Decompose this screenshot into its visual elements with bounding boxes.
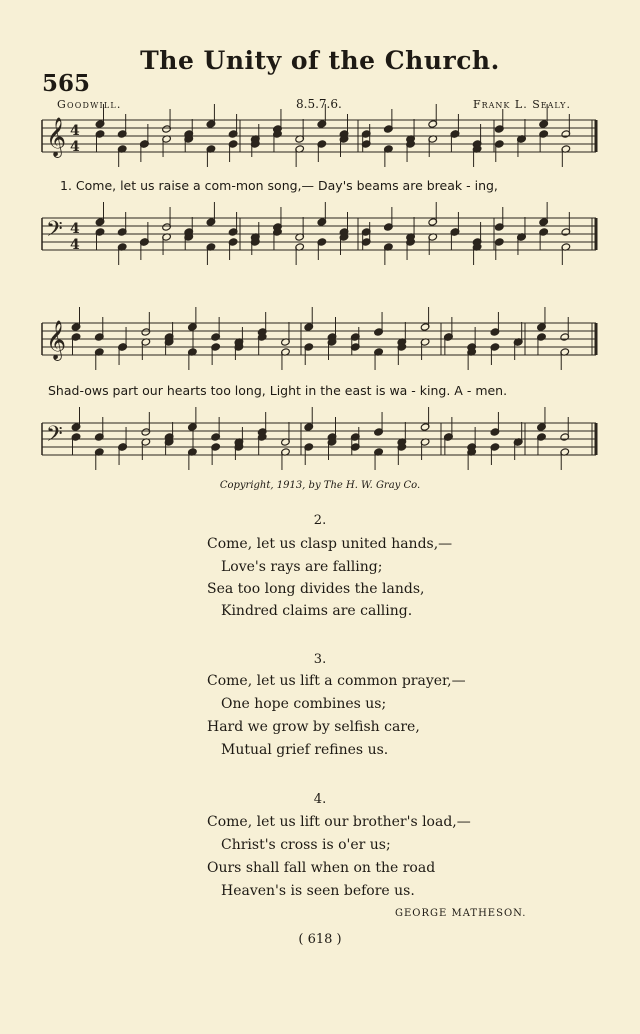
verse-line: Come, let us lift a common prayer,— xyxy=(207,673,466,689)
svg-text:𝄢: 𝄢 xyxy=(46,422,63,452)
verse-line: Come, let us lift our brother's load,— xyxy=(207,814,471,830)
svg-text:4: 4 xyxy=(70,221,80,237)
page-number: ( 618 ) xyxy=(298,932,342,947)
svg-text:4: 4 xyxy=(70,237,80,253)
verse-line: Love's rays are falling; xyxy=(221,559,383,575)
verse-line: Christ's cross is o'er us; xyxy=(221,837,391,853)
svg-text:4: 4 xyxy=(70,123,80,139)
staff-system-4 xyxy=(42,422,596,455)
tune-name: Goodwill. xyxy=(57,98,122,111)
verse-line: Mutual grief refines us. xyxy=(221,742,389,758)
svg-text:𝄢: 𝄢 xyxy=(46,217,63,247)
lyric-line-2: Shad-ows part our hearts too long, Light in the east is wa - king. A - men. xyxy=(48,383,508,398)
copyright-notice: Copyright, 1913, by The H. W. Gray Co. xyxy=(219,480,421,491)
verse-number: 3. xyxy=(313,652,327,667)
verse-line: Sea too long divides the lands, xyxy=(207,581,425,597)
hymn-title: The Unity of the Church. xyxy=(140,46,500,75)
meter: 8.5.7.6. xyxy=(296,97,342,111)
verse-line: Kindred claims are calling. xyxy=(221,603,413,619)
verse-number: 4. xyxy=(313,792,327,807)
svg-text:4: 4 xyxy=(70,139,80,155)
verse-line: Hard we grow by selfish care, xyxy=(207,719,420,735)
composer-name: Frank L. Sealy. xyxy=(473,98,571,111)
svg-text:𝄞: 𝄞 xyxy=(46,320,67,360)
hymn-number: 565 xyxy=(42,70,91,97)
svg-text:𝄞: 𝄞 xyxy=(46,117,67,157)
verse-line: Heaven's is seen before us. xyxy=(221,883,415,899)
verse-line: Come, let us clasp united hands,— xyxy=(207,536,453,552)
verse-line: One hope combines us; xyxy=(221,696,387,712)
verse-line: Ours shall fall when on the road xyxy=(207,860,436,876)
author-name: GEORGE MATHESON. xyxy=(395,908,527,919)
verse-number: 2. xyxy=(313,513,327,528)
lyric-line-1: 1. Come, let us raise a com-mon song,— Day's beams are break - ing, xyxy=(60,178,498,193)
music-score xyxy=(0,0,640,470)
staff-system-3 xyxy=(42,320,596,361)
